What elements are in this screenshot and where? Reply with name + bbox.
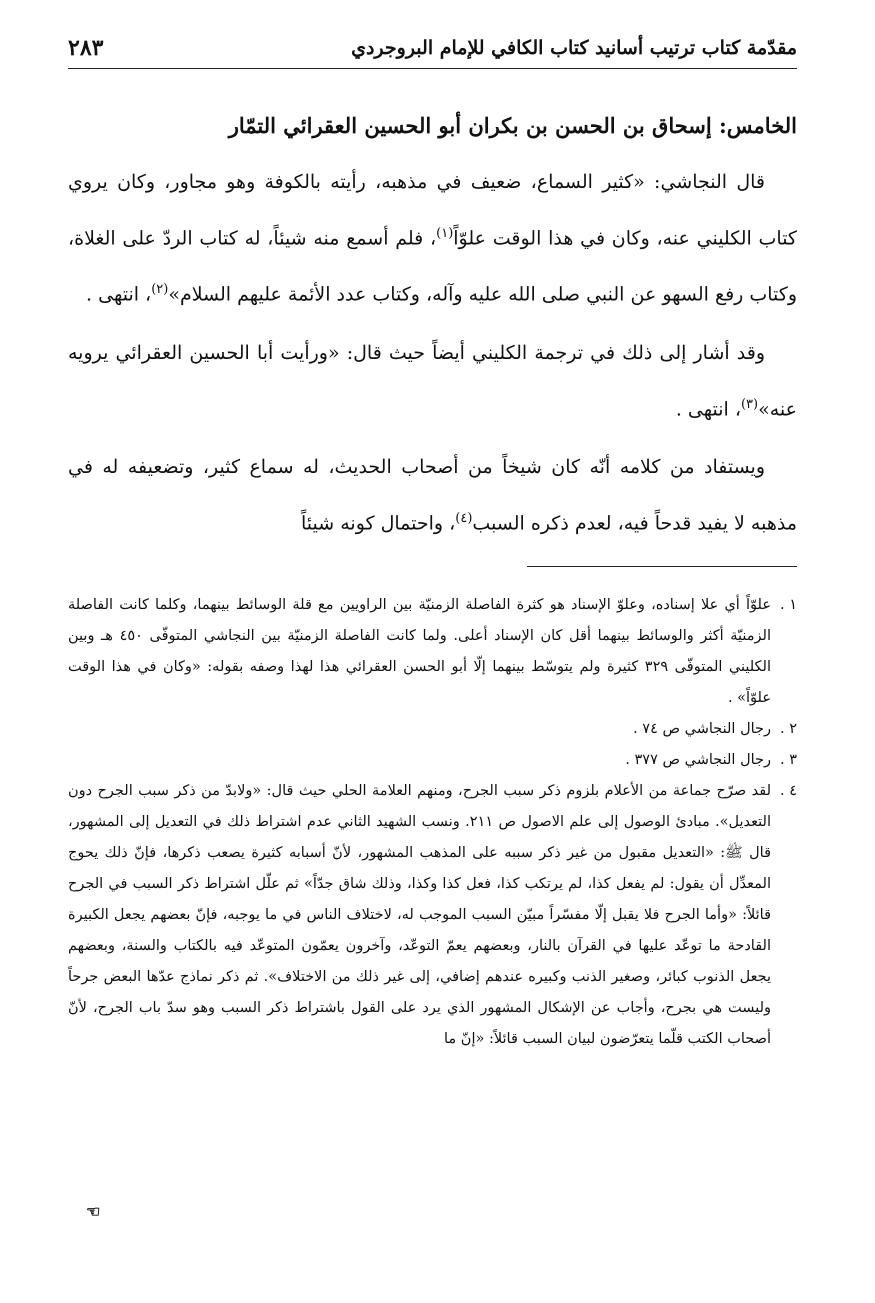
footnote-2 bbox=[68, 714, 797, 745]
footnote-ref-1: (١) bbox=[436, 226, 454, 241]
main-text bbox=[68, 100, 797, 555]
page-number: ٢٨٣ bbox=[68, 35, 104, 61]
footnote-3 bbox=[68, 745, 797, 776]
footnote-number: ١ . bbox=[779, 597, 797, 613]
paragraph-3 bbox=[68, 441, 797, 549]
footnote-1 bbox=[68, 590, 797, 714]
footnote-text: رجال النجاشي ص ٧٤ . bbox=[633, 721, 771, 737]
footnote-4 bbox=[68, 776, 797, 1055]
footnote-number: ٤ . bbox=[779, 783, 797, 799]
paragraph-2 bbox=[68, 327, 797, 435]
footnote-number: ٣ . bbox=[779, 752, 797, 768]
footnote-ref-3: (٣) bbox=[740, 396, 759, 412]
footnote-text: رجال النجاشي ص ٣٧٧ . bbox=[625, 752, 771, 768]
footnote-text: لقد صرّح جماعة من الأعلام بلزوم ذكر سبب الجرح، ومنهم العلامة الحلي حيث قال: «ولابدّ من ذكر سبب الجرح دون التعديل». مبادئ الوصول إلى علم الاصول ص ٢١١. ونسب الشهيد الثاني عدم اشتراط ذلك في التعديل إلى المشهور، قال ﷺ: «التعديل مقبول من غير ذكر سببه على المذهب المشهور، لأنّ أسبابه كثيرة يصعب ذكرها، فإنّ ذلك يحوج المعدِّل أن يقول: لم يفعل كذا، لم يرتكب كذا، فعل كذا وكذا، وذلك شاق جدّاً» ثم علّل اشتراط ذكر السبب في الجرح قائلاً: «وأما الجرح فلا يقبل إلّا مفسّراً مبيّن السبب الموجب له، لاختلاف الناس في ما يوجبه، فإنّ بعضهم يجعل الكبيرة القادحة ما توعّد عليها في القرآن بالنار، وبعضهم يعمّ التوعّد، وآخرون يعمّون المتوعّد فيه بالكتاب والسنة، وبعضهم يجعل الذنوب كبائر، وصغير الذنب وكبيره عندهم إضافي، إلى غير ذلك من الاختلاف». ثم ذكر نماذج عدّها البعض جرحاً وليست هي بجرح، وأجاب عن الإشكال المشهور الذي يرد على القول باشتراط ذكر السبب وهو سدّ باب الجرح، لأنّ أصحاب الكتب قلّما يتعرّضون لبيان السبب قائلاً: «إنّ ما bbox=[68, 783, 771, 1047]
section-heading: الخامس: إسحاق بن الحسن بن بكران أبو الحسين العقرائي التمّار bbox=[228, 113, 797, 138]
footnote-ref-4: (٤) bbox=[455, 510, 473, 526]
paragraph-1 bbox=[68, 156, 797, 321]
paragraph-text: قال النجاشي: «كثير السماع، ضعيف في مذهبه، رأيته بالكوفة وهو مجاور، وكان يروي كتاب الكليني عنه، وكان في هذا الوقت علوّاً bbox=[68, 171, 797, 250]
footnotes bbox=[68, 590, 797, 1055]
footnote-separator bbox=[527, 566, 797, 567]
paragraph-text: ويستفاد من كلامه أنّه كان شيخاً من أصحاب الحديث، له سماع كثير، وتضعيفه له في مذهبه لا يفيد قدحاً فيه، لعدم ذكره السبب bbox=[68, 455, 797, 535]
paragraph-text: وقد أشار إلى ذلك في ترجمة الكليني أيضاً حيث قال: «ورأيت أبا الحسين العقرائي يرويه عنه» bbox=[68, 341, 797, 420]
continuation-hand-icon: ☜ bbox=[86, 1202, 101, 1221]
paragraph-text: ، واحتمال كونه شيئاً bbox=[301, 512, 456, 535]
footnote-number: ٢ . bbox=[779, 721, 797, 737]
paragraph-text: ، فلم أسمع منه شيئاً، له كتاب الردّ على الغلاة، وكتاب رفع السهو عن النبي صلى الله عليه وآله، وكتاب عدد الأئمة عليهم السلام» bbox=[68, 227, 797, 306]
paragraph-text: ، انتهى . bbox=[675, 397, 741, 420]
page-header bbox=[68, 28, 797, 69]
paragraph-text: ، انتهى . bbox=[86, 283, 152, 306]
footnote-ref-2: (٢) bbox=[151, 282, 169, 298]
footnote-text: علوّاً أي علا إسناده، وعلوّ الإسناد هو كثرة الفاصلة الزمنيّة بين الراويين مع قلة الوسائط بينهما، وكلما كانت الفاصلة الزمنيّة أكثر والوسائط بينهما أقل كان الإسناد أعلى. ولما كانت الفاصلة الزمنيّة بين النجاشي المتوفّى ٤٥٠ هـ وبين الكليني المتوفّى ٣٢٩ كثيرة ولم يتوسّط بينهما إلّا أبو الحسن العقرائي هذا لهذا وصفه بقوله: «وكان في هذا الوقت علوّاً» . bbox=[68, 597, 771, 706]
running-title: مقدّمة كتاب ترتيب أسانيد كتاب الكافي للإمام البروجردي bbox=[351, 37, 797, 59]
